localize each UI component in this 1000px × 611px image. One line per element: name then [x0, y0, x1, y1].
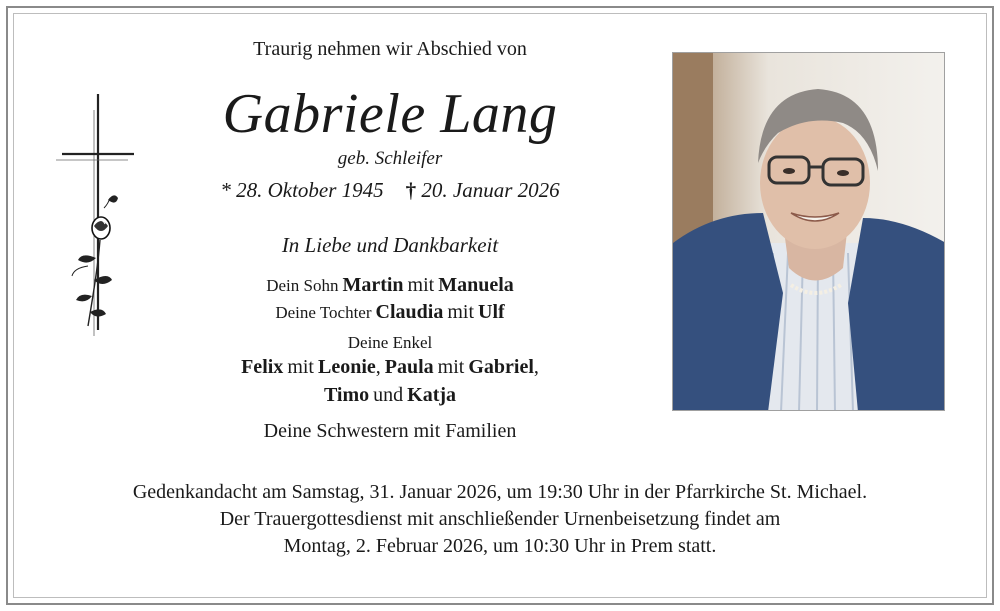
life-dates	[160, 178, 620, 203]
grandchild-name: Felix	[241, 356, 284, 378]
deceased-name: Gabriele Lang	[222, 83, 558, 145]
death-cross-symbol: †	[405, 178, 417, 202]
grandchild-with: mit	[287, 356, 314, 378]
death-date: 20. Januar 2026	[421, 178, 560, 202]
grandchildren-line-1	[160, 356, 620, 379]
daughter-with: mit	[447, 301, 475, 323]
gratitude-line: In Liebe und Dankbarkeit	[281, 233, 499, 257]
grandchild-name: Paula	[384, 356, 434, 378]
mourner-daughter	[160, 301, 620, 324]
grandchild-and: und	[373, 384, 404, 406]
daughter-label: Deine Tochter	[275, 303, 372, 322]
mourner-son	[160, 274, 620, 297]
grandchild-name: Gabriel	[468, 356, 534, 378]
son-label: Dein Sohn	[266, 276, 339, 295]
son-name: Martin	[342, 274, 404, 296]
funeral-service-line: Der Trauergottesdienst mit anschließender Urnenbeisetzung findet am	[219, 508, 781, 530]
daughter-name: Claudia	[375, 301, 444, 323]
grandchild-with: mit	[437, 356, 465, 378]
birth-date: * 28. Oktober 1945	[220, 178, 384, 202]
grandchild-name: Timo	[323, 384, 370, 406]
grandchildren-line-2	[160, 384, 620, 407]
intro-line: Traurig nehmen wir Abschied von	[253, 38, 527, 60]
daughter-partner-name: Ulf	[478, 301, 505, 323]
grandchildren-label: Deine Enkel	[347, 333, 433, 352]
funeral-date-line: Montag, 2. Februar 2026, um 10:30 Uhr in Prem statt.	[283, 535, 717, 557]
grandchild-name: Katja	[407, 384, 457, 406]
son-with: mit	[407, 274, 435, 296]
birth-name: geb. Schleifer	[337, 148, 443, 169]
memorial-service-line: Gedenkandacht am Samstag, 31. Januar 2026, um 19:30 Uhr in der Pfarrkirche St. Michael.	[132, 481, 868, 503]
portrait-photo	[672, 52, 945, 411]
mourner-sisters: Deine Schwestern mit Familien	[263, 420, 517, 442]
grandchild-comma: ,	[375, 356, 381, 378]
grandchild-name: Leonie	[317, 356, 376, 378]
son-partner-name: Manuela	[438, 274, 514, 296]
cross-with-rose-icon	[54, 90, 136, 340]
grandchild-comma: ,	[533, 356, 539, 378]
